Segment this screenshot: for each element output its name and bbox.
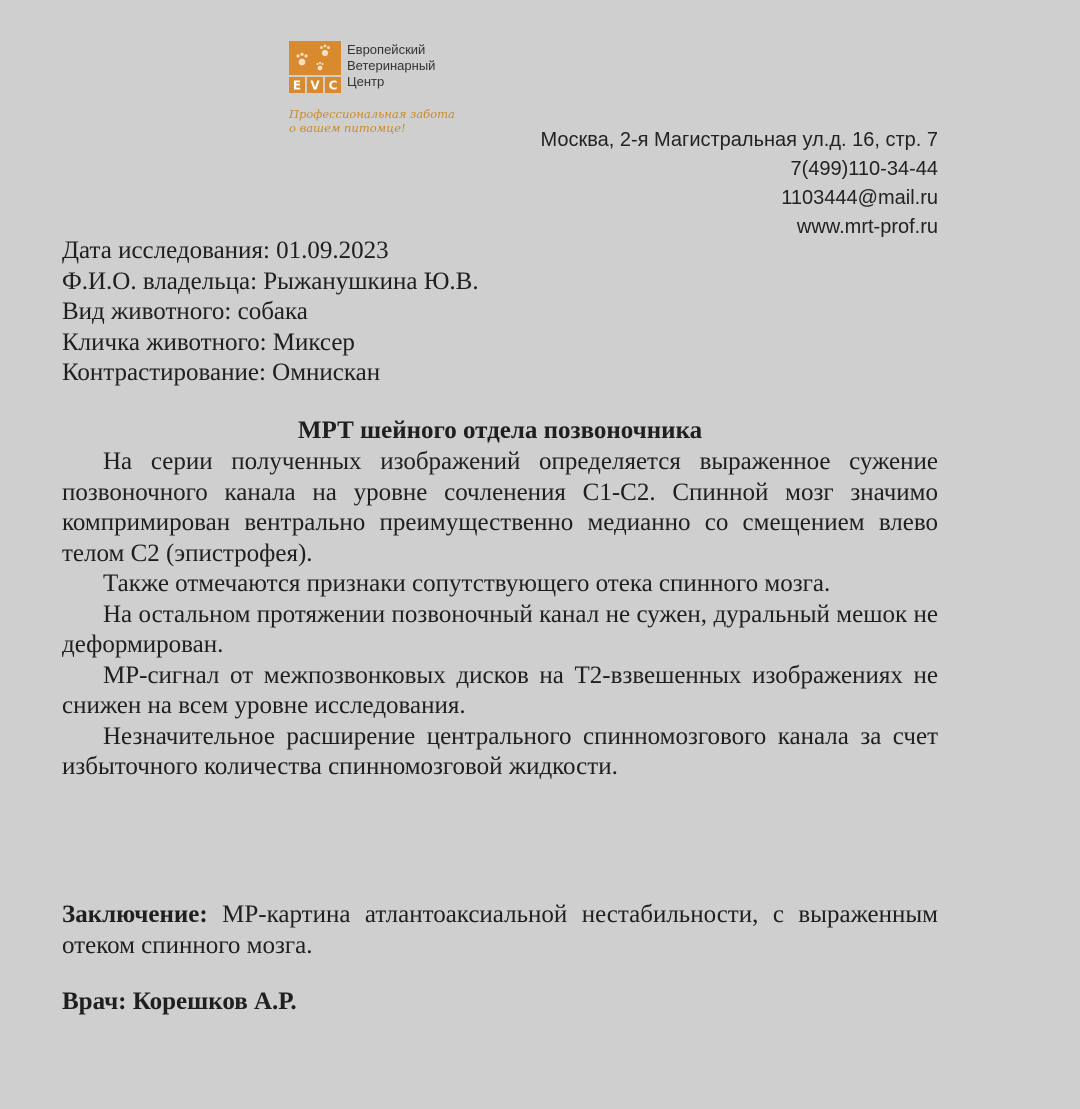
findings-paragraph: Незначительное расширение центрального спинномозгового канала за счет избыточного количества спинномозговой жидкости. [62,722,938,780]
clinic-email: 1103444@mail.ru [781,187,938,209]
owner-name: Ф.И.О. владельца: Рыжанушкина Ю.В. [62,267,479,295]
svg-text:E: E [292,78,302,93]
clinic-phone: 7(499)110-34-44 [790,158,938,180]
clinic-name [347,42,435,90]
evc-logo-icon [289,41,341,93]
tagline-line-1: Профессиональная забота [289,107,455,121]
study-details [62,236,942,389]
report-title: МРТ шейного отдела позвоночника [297,417,703,444]
animal-species: Вид животного: собака [62,298,308,325]
findings-paragraph: Также отмечаются признаки сопутствующего отека спинного мозга. [103,570,831,597]
clinic-name-line-3: Центр [347,74,385,89]
animal-name: Кличка животного: Миксер [62,328,355,356]
clinic-tagline [289,107,455,135]
findings-paragraph: На серии полученных изображений определяется выраженное сужение позвоночного канала на уровне сочленения С1-С2. Спинной мозг значимо компримирован вентрально преимущественно медианно со смещением влево телом С2 (эпистрофея). [62,448,938,567]
study-date: Дата исследования: 01.09.2023 [62,237,389,264]
conclusion-text: МР-картина атлантоаксиальной нестабильности, с выраженным отеком спинного мозга. [62,901,938,959]
clinic-name-line-1: Европейский [347,42,426,57]
contrast-agent: Контрастирование: Омнискан [62,359,381,386]
clinic-logo [289,41,489,141]
conclusion-label: Заключение: [62,901,208,928]
clinic-website: www.mrt-prof.ru [796,216,938,238]
conclusion [62,900,938,961]
svg-text:C: C [328,78,338,93]
findings-paragraph: На остальном протяжении позвоночный канал не сужен, дуральный мешок не деформирован. [62,600,938,658]
findings-paragraph: МР-сигнал от межпозвонковых дисков на Т2-взвешенных изображениях не снижен на всем уровне исследования. [62,661,938,719]
findings [62,447,938,783]
clinic-address: Москва, 2-я Магистральная ул.д. 16, стр. 7 [540,129,938,151]
doctor-signature: Врач: Корешков А.Р. [62,988,297,1015]
clinic-contacts [540,126,938,242]
tagline-line-2: о вашем питомце! [289,121,406,135]
svg-text:V: V [310,78,320,93]
clinic-name-line-2: Ветеринарный [347,58,436,73]
